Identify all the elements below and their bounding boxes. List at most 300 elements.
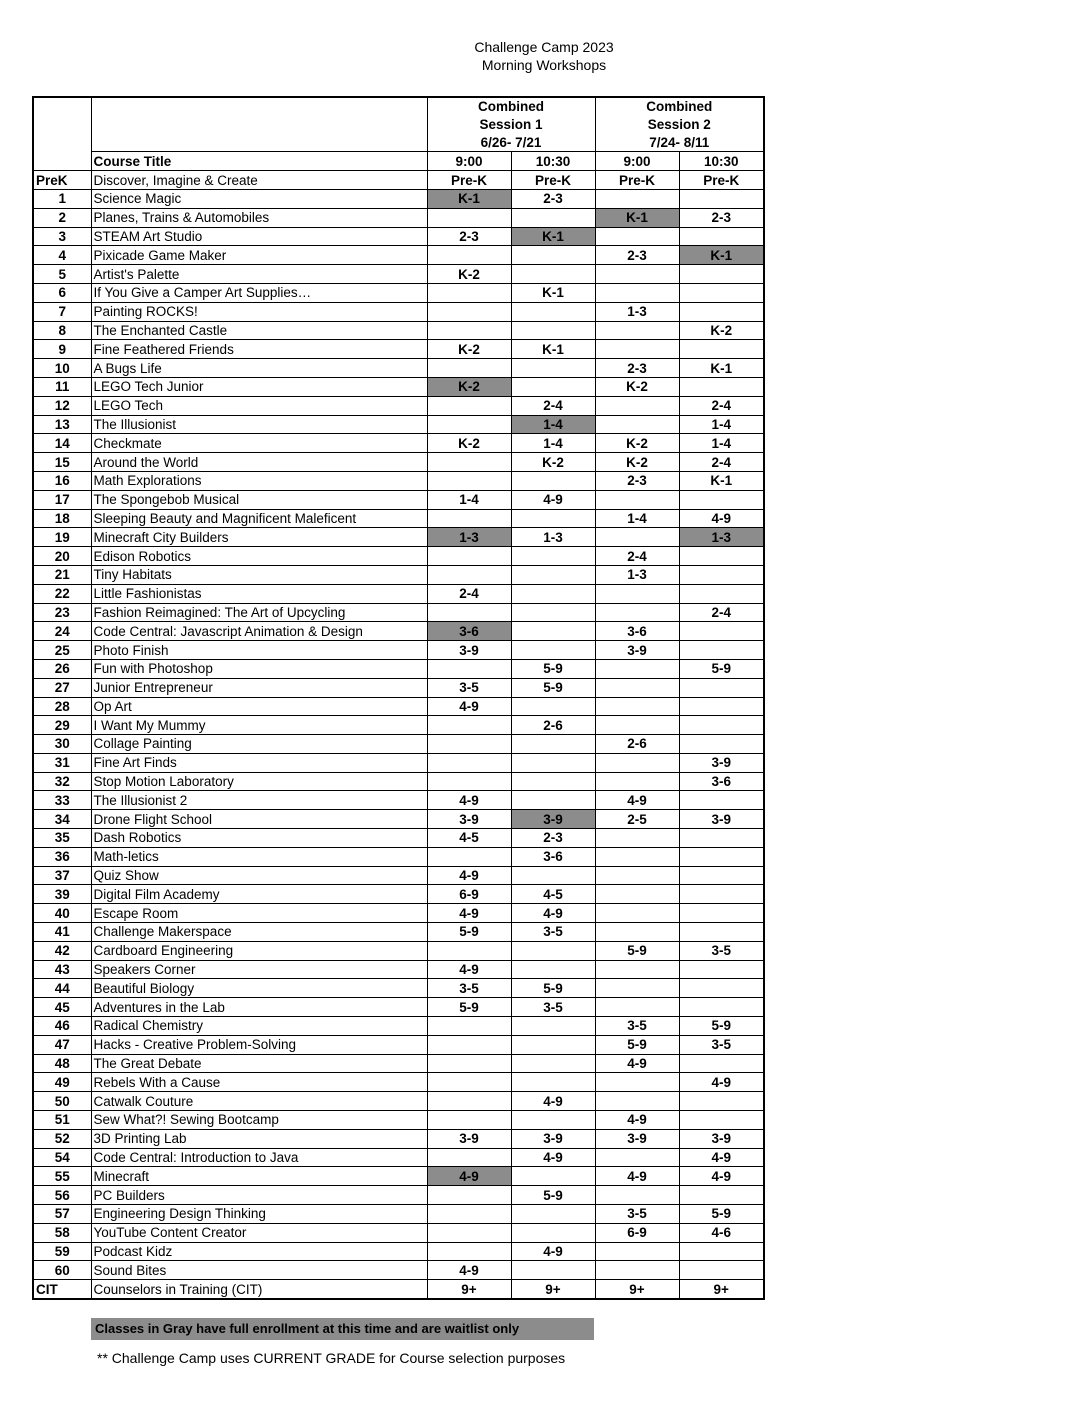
grade-cell (427, 772, 511, 791)
table-row (33, 1129, 764, 1148)
table-row (33, 171, 764, 190)
grade-cell: 2-4 (679, 396, 764, 415)
grade-cell: 4-9 (427, 791, 511, 810)
grade-cell: 9+ (595, 1280, 679, 1299)
course-number: 21 (33, 565, 91, 584)
table-row (33, 302, 764, 321)
grade-cell (679, 979, 764, 998)
grade-cell: 3-9 (511, 1129, 595, 1148)
header-blank-cell (33, 97, 91, 116)
grade-cell (679, 791, 764, 810)
table-row (33, 1017, 764, 1036)
table-row (33, 603, 764, 622)
grade-cell (427, 716, 511, 735)
grade-cell: 1-3 (427, 528, 511, 547)
course-number: 7 (33, 302, 91, 321)
course-title: Hacks - Creative Problem-Solving (91, 1035, 427, 1054)
grade-cell: 1-3 (511, 528, 595, 547)
course-number: 14 (33, 434, 91, 453)
grade-cell: 3-9 (427, 810, 511, 829)
course-title: Code Central: Introduction to Java (91, 1148, 427, 1167)
grade-cell (679, 547, 764, 566)
grade-cell: 3-5 (427, 678, 511, 697)
grade-cell (511, 641, 595, 660)
course-title: Escape Room (91, 904, 427, 923)
course-number: 5 (33, 265, 91, 284)
grade-cell (679, 622, 764, 641)
grade-cell (595, 227, 679, 246)
grade-cell: 5-9 (595, 1035, 679, 1054)
grade-cell (595, 1092, 679, 1111)
table-row (33, 772, 764, 791)
grade-cell (595, 998, 679, 1017)
course-title: Challenge Makerspace (91, 923, 427, 942)
grade-cell: 2-4 (679, 453, 764, 472)
course-number: 12 (33, 396, 91, 415)
grade-cell: K-2 (511, 453, 595, 472)
grade-cell (511, 509, 595, 528)
course-number: 28 (33, 697, 91, 716)
course-number: 3 (33, 227, 91, 246)
header-blank-cell (91, 97, 427, 116)
course-number: 24 (33, 622, 91, 641)
table-row (33, 1280, 764, 1299)
time-header: 10:30 (679, 152, 764, 171)
course-number: 25 (33, 641, 91, 660)
course-title: Fine Feathered Friends (91, 340, 427, 359)
grade-cell (595, 866, 679, 885)
grade-cell: 3-9 (595, 641, 679, 660)
grade-cell (595, 584, 679, 603)
grade-cell: 2-3 (595, 359, 679, 378)
grade-cell (595, 340, 679, 359)
course-number: 49 (33, 1073, 91, 1092)
grade-cell: 2-3 (427, 227, 511, 246)
grade-cell (679, 283, 764, 302)
grade-cell: 3-5 (679, 1035, 764, 1054)
grade-cell: 4-9 (427, 1261, 511, 1280)
grade-cell: 2-3 (679, 208, 764, 227)
header-row-2 (33, 116, 764, 134)
grade-cell: 5-9 (427, 923, 511, 942)
grade-cell (511, 735, 595, 754)
course-title: Engineering Design Thinking (91, 1205, 427, 1224)
grade-note: ** Challenge Camp uses CURRENT GRADE for Course selection purposes (97, 1350, 566, 1366)
session1-label: Session 1 (427, 116, 595, 134)
course-title: Photo Finish (91, 641, 427, 660)
grade-cell (427, 208, 511, 227)
grade-cell: 6-9 (595, 1223, 679, 1242)
grade-cell (427, 547, 511, 566)
grade-cell (427, 246, 511, 265)
grade-cell (427, 1035, 511, 1054)
grade-cell (427, 1223, 511, 1242)
grade-cell (427, 1017, 511, 1036)
grade-cell (679, 565, 764, 584)
table-row (33, 246, 764, 265)
table-row (33, 208, 764, 227)
grade-cell (427, 753, 511, 772)
course-title: Discover, Imagine & Create (91, 171, 427, 190)
grade-cell: 4-5 (427, 829, 511, 848)
course-title: The Illusionist 2 (91, 791, 427, 810)
course-title: Digital Film Academy (91, 885, 427, 904)
table-row (33, 340, 764, 359)
header-blank-cell (33, 116, 91, 134)
course-number: 22 (33, 584, 91, 603)
grade-cell (595, 697, 679, 716)
grade-cell: 9+ (427, 1280, 511, 1299)
grade-cell (427, 1186, 511, 1205)
grade-cell (679, 885, 764, 904)
course-number: 43 (33, 960, 91, 979)
header-row-times (33, 152, 764, 171)
grade-cell (679, 829, 764, 848)
grade-cell (511, 1223, 595, 1242)
course-title: Minecraft (91, 1167, 427, 1186)
course-number: 18 (33, 509, 91, 528)
grade-cell (595, 1073, 679, 1092)
grade-cell: 2-3 (595, 471, 679, 490)
table-row (33, 885, 764, 904)
grade-cell (511, 377, 595, 396)
table-row (33, 528, 764, 547)
course-number: 16 (33, 471, 91, 490)
grade-cell (511, 302, 595, 321)
course-title: Minecraft City Builders (91, 528, 427, 547)
page-title: Challenge Camp 2023 (474, 39, 614, 55)
table-row (33, 979, 764, 998)
grade-cell (511, 1054, 595, 1073)
grade-cell: K-1 (595, 208, 679, 227)
grade-cell: 4-9 (679, 1167, 764, 1186)
course-title-header: Course Title (91, 152, 427, 171)
grade-cell (427, 415, 511, 434)
grade-cell (595, 1148, 679, 1167)
table-row (33, 941, 764, 960)
grade-cell: 9+ (511, 1280, 595, 1299)
table-row (33, 791, 764, 810)
table-row (33, 716, 764, 735)
grade-cell (511, 1111, 595, 1130)
grade-cell: 4-9 (427, 866, 511, 885)
time-header: 10:30 (511, 152, 595, 171)
grade-cell: 3-5 (595, 1017, 679, 1036)
course-number: 19 (33, 528, 91, 547)
course-title: Fine Art Finds (91, 753, 427, 772)
course-title: Junior Entrepreneur (91, 678, 427, 697)
table-row (33, 923, 764, 942)
course-number: 27 (33, 678, 91, 697)
course-title: Around the World (91, 453, 427, 472)
grade-cell: 1-4 (679, 434, 764, 453)
table-row (33, 1242, 764, 1261)
course-number: 4 (33, 246, 91, 265)
grade-cell (511, 246, 595, 265)
grade-cell (679, 904, 764, 923)
grade-cell: 5-9 (427, 998, 511, 1017)
grade-cell: 5-9 (679, 1017, 764, 1036)
table-row (33, 1261, 764, 1280)
grade-cell (427, 359, 511, 378)
grade-cell: 3-5 (595, 1205, 679, 1224)
course-title: Adventures in the Lab (91, 998, 427, 1017)
table-row (33, 753, 764, 772)
course-number: 1 (33, 189, 91, 208)
course-number: 48 (33, 1054, 91, 1073)
course-title: PC Builders (91, 1186, 427, 1205)
table-row (33, 1205, 764, 1224)
grade-cell (595, 960, 679, 979)
grade-cell: 2-3 (595, 246, 679, 265)
header-blank-cell (33, 152, 91, 171)
table-row (33, 377, 764, 396)
grade-cell (679, 678, 764, 697)
grade-cell (511, 547, 595, 566)
grade-cell (511, 321, 595, 340)
table-row (33, 434, 764, 453)
course-number: 31 (33, 753, 91, 772)
grade-cell: 1-4 (511, 415, 595, 434)
grade-cell (511, 471, 595, 490)
course-title: I Want My Mummy (91, 716, 427, 735)
grade-cell: 4-5 (511, 885, 595, 904)
grade-cell (427, 321, 511, 340)
grade-cell (679, 641, 764, 660)
course-title: The Great Debate (91, 1054, 427, 1073)
grade-cell (427, 1111, 511, 1130)
course-number: 59 (33, 1242, 91, 1261)
grade-cell (595, 1242, 679, 1261)
grade-cell: 5-9 (679, 1205, 764, 1224)
grade-cell (595, 321, 679, 340)
grade-cell: 4-9 (427, 960, 511, 979)
grade-cell (427, 1054, 511, 1073)
grade-cell: K-2 (595, 453, 679, 472)
course-number: 29 (33, 716, 91, 735)
table-row (33, 810, 764, 829)
grade-cell: K-1 (511, 340, 595, 359)
course-title: Stop Motion Laboratory (91, 772, 427, 791)
grade-cell: 4-9 (595, 1054, 679, 1073)
grade-cell (427, 941, 511, 960)
grade-cell (595, 283, 679, 302)
table-row (33, 584, 764, 603)
course-title: STEAM Art Studio (91, 227, 427, 246)
session2-label: Session 2 (595, 116, 764, 134)
table-row (33, 265, 764, 284)
header-blank-cell (33, 134, 91, 152)
grade-cell: 3-9 (427, 1129, 511, 1148)
course-number: 40 (33, 904, 91, 923)
course-number: 17 (33, 490, 91, 509)
grade-cell: K-1 (679, 359, 764, 378)
grade-cell: 2-3 (511, 189, 595, 208)
grade-cell: 5-9 (511, 678, 595, 697)
table-row (33, 565, 764, 584)
table-row (33, 227, 764, 246)
table-row (33, 735, 764, 754)
course-number: 2 (33, 208, 91, 227)
course-number: 32 (33, 772, 91, 791)
course-title: Fashion Reimagined: The Art of Upcycling (91, 603, 427, 622)
course-number: 13 (33, 415, 91, 434)
course-title: YouTube Content Creator (91, 1223, 427, 1242)
course-number: 55 (33, 1167, 91, 1186)
grade-cell (511, 565, 595, 584)
course-number: 6 (33, 283, 91, 302)
grade-cell (679, 697, 764, 716)
grade-cell: 3-9 (427, 641, 511, 660)
grade-cell (511, 1261, 595, 1280)
grade-cell (679, 227, 764, 246)
grade-cell (511, 866, 595, 885)
course-number: 50 (33, 1092, 91, 1111)
grade-cell (595, 923, 679, 942)
grade-cell (679, 189, 764, 208)
course-number: 56 (33, 1186, 91, 1205)
grade-cell (595, 904, 679, 923)
grade-cell (511, 1035, 595, 1054)
course-number: 10 (33, 359, 91, 378)
grade-cell: 4-9 (679, 1148, 764, 1167)
course-number: 15 (33, 453, 91, 472)
grade-cell: 3-6 (511, 847, 595, 866)
table-row (33, 641, 764, 660)
grade-cell (427, 659, 511, 678)
course-title: Artist's Palette (91, 265, 427, 284)
grade-cell (427, 396, 511, 415)
grade-cell: 3-5 (511, 923, 595, 942)
course-title: Planes, Trains & Automobiles (91, 208, 427, 227)
session2-combined-label: Combined (595, 97, 764, 116)
grade-cell: 2-4 (511, 396, 595, 415)
course-title: Math-letics (91, 847, 427, 866)
grade-cell (679, 490, 764, 509)
table-row (33, 847, 764, 866)
grade-cell: 3-9 (511, 810, 595, 829)
grade-cell: K-2 (427, 265, 511, 284)
grade-cell: 2-4 (595, 547, 679, 566)
table-row (33, 1167, 764, 1186)
course-title: Collage Painting (91, 735, 427, 754)
grade-cell (595, 716, 679, 735)
grade-cell (595, 265, 679, 284)
course-title: Science Magic (91, 189, 427, 208)
course-title: Math Explorations (91, 471, 427, 490)
table-row (33, 659, 764, 678)
grade-cell (679, 716, 764, 735)
course-title: Speakers Corner (91, 960, 427, 979)
table-row (33, 829, 764, 848)
grade-cell (511, 1017, 595, 1036)
schedule-table (32, 96, 765, 1300)
grade-cell (511, 265, 595, 284)
grade-cell: 4-9 (595, 1167, 679, 1186)
table-row (33, 1148, 764, 1167)
course-number: 20 (33, 547, 91, 566)
table-row (33, 1111, 764, 1130)
grade-cell (427, 302, 511, 321)
grade-cell: K-2 (679, 321, 764, 340)
grade-cell: 1-4 (679, 415, 764, 434)
grade-cell: 5-9 (679, 659, 764, 678)
grade-cell (427, 1148, 511, 1167)
grade-cell: 1-4 (427, 490, 511, 509)
course-title: LEGO Tech (91, 396, 427, 415)
time-header: 9:00 (427, 152, 511, 171)
grade-cell (679, 735, 764, 754)
grade-cell (427, 283, 511, 302)
grade-cell (595, 847, 679, 866)
grade-cell (427, 1205, 511, 1224)
course-title: Cardboard Engineering (91, 941, 427, 960)
table-row (33, 998, 764, 1017)
header-row-3 (33, 134, 764, 152)
grade-cell: 4-9 (511, 1242, 595, 1261)
course-title: Sew What?! Sewing Bootcamp (91, 1111, 427, 1130)
grade-cell (679, 1111, 764, 1130)
grade-cell (427, 453, 511, 472)
grade-cell: 1-3 (595, 302, 679, 321)
grade-cell: K-2 (595, 377, 679, 396)
page-subtitle: Morning Workshops (481, 57, 607, 73)
course-title: Podcast Kidz (91, 1242, 427, 1261)
grade-cell (427, 509, 511, 528)
grade-cell (427, 735, 511, 754)
course-number: 36 (33, 847, 91, 866)
course-number: 45 (33, 998, 91, 1017)
header-blank-cell (91, 134, 427, 152)
grade-cell: 4-9 (595, 791, 679, 810)
grade-cell (511, 359, 595, 378)
grade-cell: 4-9 (427, 904, 511, 923)
grade-cell: 3-9 (679, 1129, 764, 1148)
grade-cell: K-2 (427, 434, 511, 453)
course-number: 34 (33, 810, 91, 829)
course-title: The Illusionist (91, 415, 427, 434)
grade-cell (511, 941, 595, 960)
table-row (33, 415, 764, 434)
grade-cell (595, 979, 679, 998)
course-title: Drone Flight School (91, 810, 427, 829)
grade-cell: Pre-K (679, 171, 764, 190)
course-number: 11 (33, 377, 91, 396)
session1-dates: 6/26- 7/21 (427, 134, 595, 152)
table-row (33, 471, 764, 490)
grade-cell: 4-6 (679, 1223, 764, 1242)
course-title: Radical Chemistry (91, 1017, 427, 1036)
course-title: Little Fashionistas (91, 584, 427, 603)
course-title: Dash Robotics (91, 829, 427, 848)
course-number: 9 (33, 340, 91, 359)
grade-cell (427, 603, 511, 622)
grade-cell: 4-9 (679, 509, 764, 528)
grade-cell: 3-5 (427, 979, 511, 998)
grade-cell: 2-6 (511, 716, 595, 735)
grade-cell: K-1 (511, 227, 595, 246)
table-row (33, 866, 764, 885)
grade-cell: 3-9 (679, 810, 764, 829)
grade-cell: 6-9 (427, 885, 511, 904)
table-row (33, 490, 764, 509)
course-title: Painting ROCKS! (91, 302, 427, 321)
course-number: CIT (33, 1280, 91, 1299)
grade-cell: 5-9 (595, 941, 679, 960)
course-number: 44 (33, 979, 91, 998)
course-title: LEGO Tech Junior (91, 377, 427, 396)
course-number: 46 (33, 1017, 91, 1036)
